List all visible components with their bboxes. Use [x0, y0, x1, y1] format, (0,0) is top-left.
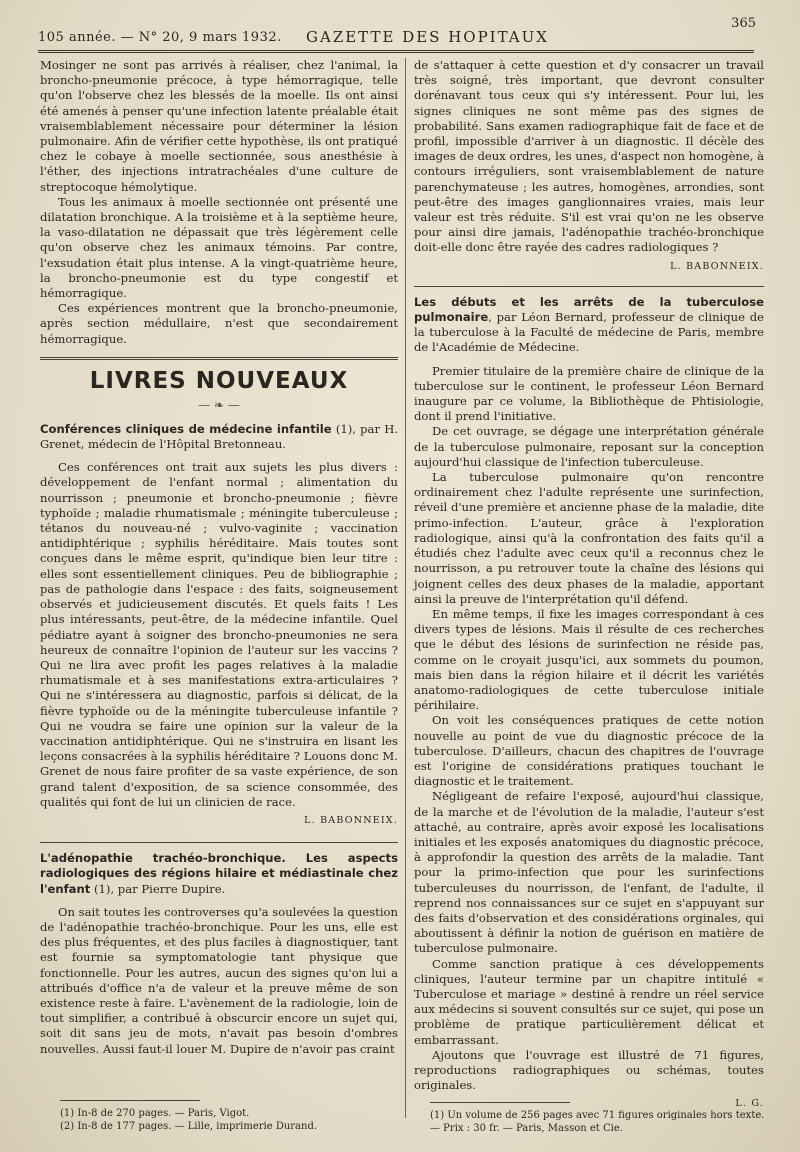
book-review-text: La tuberculose pulmonaire qu'on rencontre ordinairement chez l'adulte représente une surinfection, réveil d'une première et ancienne phase de la maladie, dite primo-infection. L'auteur, grâce à l'exploration radiologique, ainsi qu'à la confrontation des faits qu'il a étudiés chez l'adulte avec ceux qu'il a reconnus chez le nourrisson, a pu retrouver toute la chaîne des lésions qui joignent celles des deux phases de la maladie, apportant ainsi la preuve de l'interprétation qu'il défend.	[414, 470, 764, 606]
book-review-heading	[40, 422, 398, 452]
review-rule	[414, 286, 764, 287]
book-author: , par Léon Bernard, professeur de clinique de la tuberculose à la Faculté de médecine de Paris, membre de l'Académie de Médecine.	[414, 310, 764, 355]
book-review-text: On sait toutes les controverses qu'a soulevées la question de l'adénopathie trachéo-bronchique. Pour les uns, elle est des plus fréquentes, et des plus faciles à diagnostiquer, tant est fournie sa symptomatologie tant physique que fonctionnelle. Pour les autres, aucun des signes qu'on lui a attribués d'office n'a de valeur et la preuve même de son existence reste à faire. L'avènement de la radiologie, loin de tout simplifier, a contribué à obscurcir encore un sujet qui, soit dit sans jeu de mots, n'avait pas besoin d'ombres nouvelles. Aussi faut-il louer M. Dupire de n'avoir pas craint	[40, 904, 398, 1056]
review-signature: L. G.	[735, 1098, 764, 1110]
article-continuation-paragraph: Ces expériences montrent que la broncho-pneumonie, après section médullaire, n'est que secondairement hémorragique.	[40, 301, 398, 346]
header-rule	[38, 50, 754, 53]
page-number: 365	[731, 16, 756, 31]
book-author: , par H. Grenet, médecin de l'Hôpital Bretonneau.	[40, 421, 398, 452]
book-review-text: Négligeant de refaire l'exposé, aujourd'hui classique, de la marche et de l'évolution de la maladie, l'auteur s'est attaché, au contraire, après avoir exposé les localisations initiales et les exposés anatomiques du diagnostic précoce, à approfondir la question des arrêts de la maladie. Tant pour la primo-infection que pour les surinfections tuberculeuses du nourrisson, de l'enfant, de l'adulte, il reprend nos connaissances sur ce sujet en s'appuyant sur des faits d'observation et des considérations orginales, qui aboutissent à définir la notion de guérison en matière de tuberculose pulmonaire.	[414, 789, 764, 956]
right-column	[414, 58, 764, 1112]
book-review-heading	[414, 295, 764, 356]
left-footnotes	[60, 1100, 380, 1133]
book-review-text: Ajoutons que l'ouvrage est illustré de 71 figures, reproductions radiographiques ou schémas, toutes originales.	[414, 1047, 764, 1093]
book-review-text: Comme sanction pratique à ces développements cliniques, l'auteur termine par un chapitre intitulé « Tuberculose et mariage » destiné à rendre un réel service aux médecins si souvent consultés sur ce sujet, qui pose un problème de pratique particulièrement délicat et embarrassant.	[414, 956, 764, 1047]
footnote-rule	[60, 1100, 200, 1101]
article-continuation-paragraph: Mosinger ne sont pas arrivés à réaliser, chez l'animal, la broncho-pneumonie précoce, à type hémorragique, telle qu'on l'observe chez les blessés de la moelle. Ils ont ainsi été amenés à penser qu'une infection latente préalable était vraisemblablement nécessaire pour déterminer la lésion pulmonaire. Afin de vérifier cette hypothèse, ils ont pratiqué chez le cobaye à moelle sectionnée, sous anesthésie à l'éther, des injections intratrachéales d'une culture de streptocoque hémolytique.	[40, 58, 398, 194]
footnote-rule	[430, 1102, 570, 1103]
footnote: (1) Un volume de 256 pages avec 71 figures originales hors texte. — Prix : 30 fr. — Paris, Masson et Cie.	[430, 1110, 765, 1134]
book-review-text: Ces conférences ont trait aux sujets les plus divers : développement de l'enfant normal ; alimentation du nourrisson ; pneumonie et broncho-pneumonie ; fièvre typhoïde ; maladie rhumatismale ; méningite tuberculeuse ; tétanos du nouveau-né ; vulvo-vaginite ; vaccination antidiphtérique ; syphilis héréditaire. Mais toutes sont conçues dans le même esprit, qu'indique bien leur titre : elles sont essentiellement cliniques. Peu de bibliographie ; pas de pathologie dans l'espace : des faits, soigneusement observés et judicieusement discutés. Et quels faits ! Les plus intéressants, peut-être, de la médecine infantile. Quel pédiatre ayant à soigner des broncho-pneumonies ne sera heureux de connaître l'opinion de l'auteur sur les vaccins ? Qui ne lira avec profit les pages relatives à la maladie rhumatismale et à ses manifestations extra-articulaires ? Qui ne s'intéressera au diagnostic, parfois si délicat, de la fièvre typhoïde ou de la méningite tuberculeuse infantile ? Qui ne voudra se faire une opinion sur la valeur de la vaccination antidiphtérique. Qui ne s'instruira en lisant les leçons consacrées à la syphilis héréditaire ? Louons donc M. Grenet de nous faire profiter de sa vaste expérience, de son grand talent d'exposition, de sa science consommée, des qualités qui font de lui un clinicien de race.	[40, 460, 398, 809]
book-review-text: En même temps, il fixe les images correspondant à ces divers types de lésions. Mais il résulte de ces recherches que le début des lésions de surinfection ne réside pas, comme on le croyait jusqu'ici, aux sommets du poumon, mais bien dans la région hilaire et il décrit les variétés anatomo-radiologiques de cette tuberculose initiale périhilaire.	[414, 606, 764, 713]
ornament: — ❧ —	[198, 397, 240, 412]
book-review-text: Premier titulaire de la première chaire de clinique de la tuberculose sur le continent, le professeur Léon Bernard inaugure par ce volume, la Bibliothèque de Phtisiologie, dont il prend l'initiative.	[414, 363, 764, 424]
section-title: LIVRES NOUVEAUX	[89, 367, 349, 394]
article-continuation-paragraph: Tous les animaux à moelle sectionnée ont présenté une dilatation bronchique. A la troisième et à la septième heure, la vaso-dilatation ne dépassait que très légèrement celle qu'on observe chez les animaux témoins. Par contre, l'exsudation était plus intense. A la vingt-quatrième heure, la broncho-pneumonie est du type congestif et hémorragique.	[40, 194, 398, 301]
footnote: (1) In-8 de 270 pages. — Paris, Vigot.	[60, 1108, 250, 1119]
section-rule	[40, 357, 398, 360]
footnote-ref: (1)	[335, 421, 353, 436]
left-column	[40, 58, 398, 1057]
footnote-ref: (1)	[94, 881, 111, 896]
right-footnotes	[430, 1102, 770, 1135]
book-review-heading	[40, 851, 398, 897]
review-rule	[40, 842, 398, 843]
page-header	[38, 16, 756, 46]
review-continuation-paragraph: de s'attaquer à cette question et d'y consacrer un travail très soigné, très important, que devront consulter dorénavant tous ceux qui s'y intéressent. Pour lui, les signes cliniques ne sont même pas des signes de probabilité. Sans examen radiographique fait de face et de profil, impossible d'arriver à un diagnostic. Il décèle des images de deux ordres, les unes, d'aspect non homogène, à contours irréguliers, sont vraisemblablement de nature parenchymateuse ; les autres, homogènes, arrondies, sont peut-être des images ganglionnaires vraies, mais leur valeur est très réduite. S'il est vrai qu'on ne les observe pour ainsi dire jamais, l'adénopathie trachéo-bronchique doit-elle donc être rayée des cadres radiologiques ?	[414, 58, 764, 255]
column-divider	[405, 58, 406, 1118]
footnote: (2) In-8 de 177 pages. — Lille, imprimerie Durand.	[60, 1121, 318, 1132]
issue-info: 105 année. — N° 20, 9 mars 1932.	[38, 30, 282, 45]
book-title: Conférences cliniques de médecine infantile	[40, 421, 332, 436]
book-author: , par Pierre Dupire.	[110, 881, 226, 896]
book-title: Les débuts et les arrêts de la tuberculose pulmonaire	[414, 294, 764, 325]
book-title: L'adénopathie trachéo-bronchique. Les aspects radiologiques des régions hilaire et médiastinale chez l'enfant	[40, 851, 398, 896]
journal-title: GAZETTE DES HOPITAUX	[306, 28, 549, 46]
review-signature: L. BABONNEIX.	[304, 814, 398, 826]
review-signature: L. BABONNEIX.	[670, 260, 764, 272]
book-review-text: De cet ouvrage, se dégage une interprétation générale de la tuberculose pulmonaire, reposant sur la conception aujourd'hui classique de l'infection tuberculeuse.	[414, 424, 764, 469]
book-review-text: On voit les conséquences pratiques de cette notion nouvelle au point de vue du diagnostic précoce de la tuberculose. D'ailleurs, chacun des chapitres de l'ouvrage est l'origine de considérations pratiques touchant le diagnostic et le traitement.	[414, 713, 764, 789]
